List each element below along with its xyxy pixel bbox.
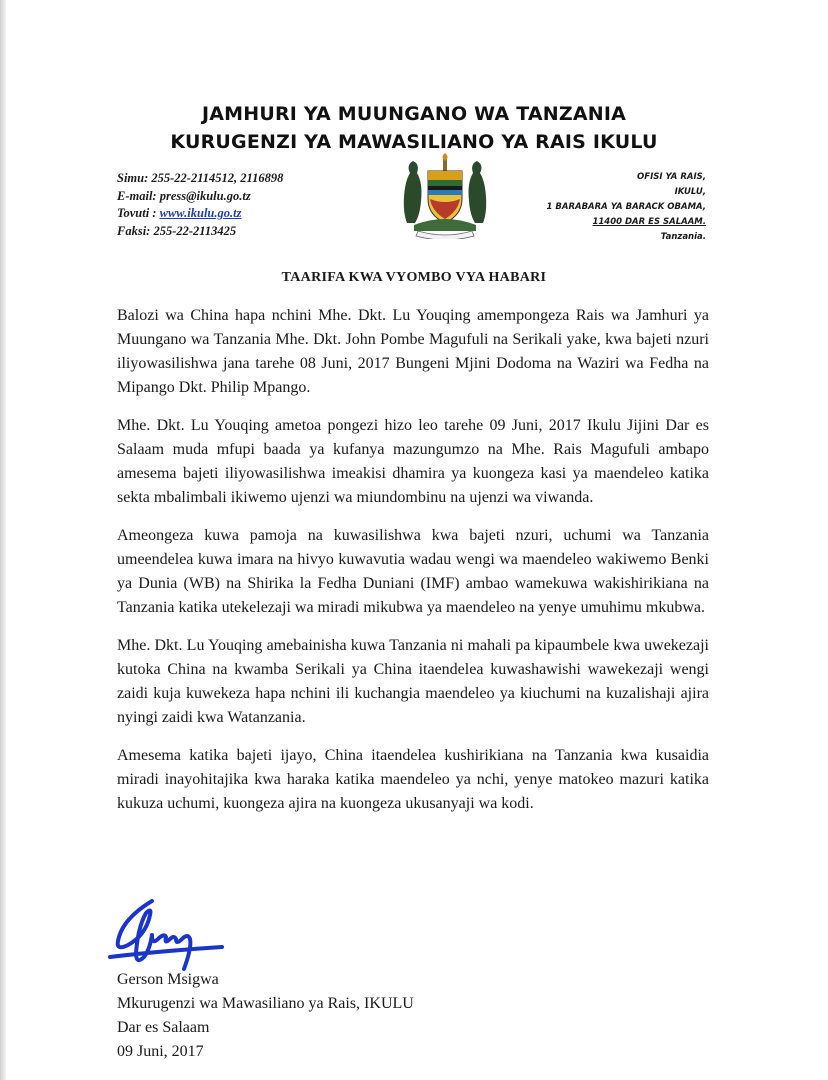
document-title: TAARIFA KWA VYOMBO VYA HABARI — [281, 270, 547, 285]
paragraph-5: Amesema katika bajeti ijayo, China itaendelea kushirikiana na Tanzania kwa kusaidia miradi inayohitajika kwa haraka katika maendeleo ya nchi, yenye matokeo mazuri katika kukuza uchumi, kuongeza ajira na kuongeza ukusanyaji wa kodi. — [117, 747, 709, 812]
address-line-5: Tanzania. — [660, 232, 706, 242]
paragraph-4: Mhe. Dkt. Lu Youqing amebainisha kuwa Tanzania ni mahali pa kipaumbele kwa uwekezaji kutoka China na kwamba Serikali ya China itaendelea kuwashawishi wawekezaji wengi zaidi kuja kuwekeza hapa nchini ili kuchangia maendeleo ya kiuchumi na kuzalishaji ajira nyingi zaidi kwa Watanzania. — [117, 637, 709, 726]
website-line — [117, 205, 283, 223]
address-line-3: 1 BARABARA YA BARACK OBAMA, — [546, 202, 706, 212]
signatory-position: Mkurugenzi wa Mawasiliano ya Rais, IKULU — [117, 995, 414, 1012]
address-line-2: IKULU, — [674, 187, 706, 197]
phone-line: Simu: 255-22-2114512, 2116898 — [117, 171, 284, 185]
fax-line: Faksi: 255-22-2113425 — [117, 223, 237, 238]
paragraph-2: Mhe. Dkt. Lu Youqing ametoa pongezi hizo leo tarehe 09 Juni, 2017 Ikulu Jijini Dar es Salaam muda mfupi baada ya kufanya mazungumzo na Mhe. Rais Magufuli ambapo amesema bajeti iliyowasilishwa imeakisi dhamira ya kuongeza kasi ya maendeleo katika sekta mbalimbali ikiwemo ujenzi wa miundombinu na ujenzi wa viwanda. — [117, 417, 709, 506]
paragraph-1: Balozi wa China hapa nchini Mhe. Dkt. Lu Youqing amempongeza Rais wa Jamhuri ya Muungano wa Tanzania Mhe. Dkt. John Pombe Magufuli na Serikali yake, kwa bajeti nzuri iliyowasilishwa jana tarehe 08 Juni, 2017 Bungeni Mjini Dodoma na Waziri wa Fedha na Mipango Dkt. Philip Mpango. — [117, 307, 709, 396]
website-link[interactable]: www.ikulu.go.tz — [159, 206, 242, 220]
address-line-1: OFISI YA RAIS, — [637, 172, 706, 182]
letterhead-line-1: JAMHURI YA MUUNGANO WA TANZANIA — [201, 103, 627, 125]
signatory-name: Gerson Msigwa — [117, 971, 219, 988]
paragraph-3: Ameongeza kuwa pamoja na kuwasilishwa kwa bajeti nzuri, uchumi wa Tanzania umeendelea kuwa imara na hivyo kuwavutia wadau wengi wa maendeleo wakiwemo Benki ya Dunia (WB) na Shirika la Fedha Duniani (IMF) ambao wamekuwa wakishirikiana na Tanzania katika utekelezaji wa miradi mikubwa ya maendeleo na yenye umuhimu mkubwa. — [117, 527, 709, 616]
handwritten-signature — [108, 895, 228, 995]
coat-of-arms-icon — [400, 153, 492, 239]
address-line-4: 11400 DAR ES SALAAM. — [592, 217, 706, 227]
signature-place: Dar es Salaam — [117, 1019, 210, 1036]
body-text — [117, 304, 709, 830]
left-supporter-figure — [404, 161, 422, 223]
page-edge — [0, 0, 6, 1080]
website-label: Tovuti : — [117, 206, 160, 220]
right-supporter-figure — [469, 161, 487, 223]
email-line: E-mail: press@ikulu.go.tz — [117, 188, 251, 203]
contact-right — [547, 170, 706, 245]
contact-left — [117, 170, 283, 240]
signature-date: 09 Juni, 2017 — [117, 1043, 204, 1060]
motto-ribbon — [416, 231, 474, 239]
letterhead-line-2: KURUGENZI YA MAWASILIANO YA RAIS IKULU — [170, 131, 658, 153]
letterhead — [0, 100, 828, 156]
